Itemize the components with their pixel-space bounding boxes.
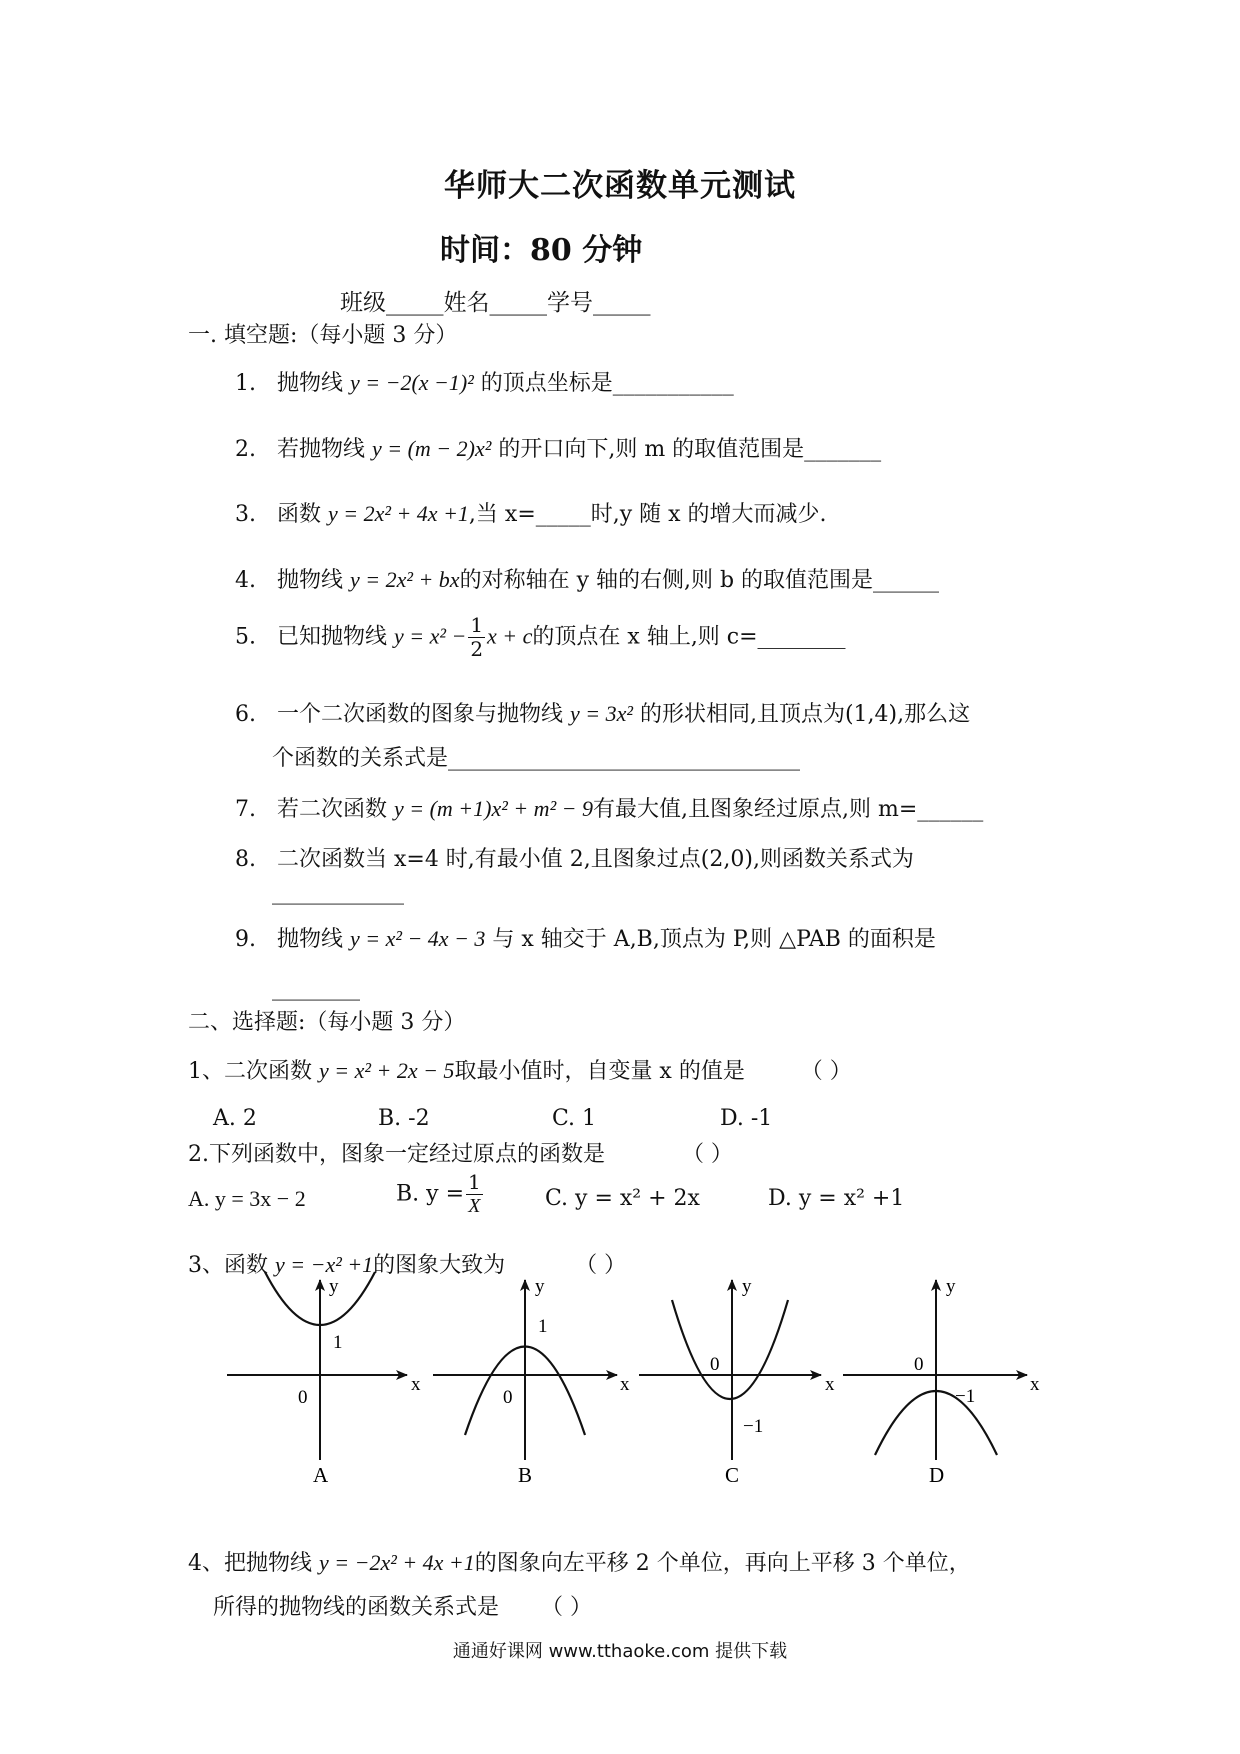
choice-2-option-c: C. y = x² + 2x xyxy=(545,1186,700,1211)
choice-question-2: 2.下列函数中，图象一定经过原点的函数是 （ ） xyxy=(188,1142,733,1167)
fill-question-1: 1. 抛物线 y = −2(x −1)² 的顶点坐标是___________ xyxy=(235,370,734,396)
answer-paren: （ ） xyxy=(540,1595,592,1620)
student-info-line: 班级_____姓名_____学号_____ xyxy=(340,290,651,316)
choice-1-option-a: A. 2 xyxy=(213,1106,257,1131)
exam-time: 时间：80 分钟 xyxy=(440,233,643,268)
choice-question-1: 1、二次函数 y = x² + 2x − 5取最小值时，自变量 x 的值是 （ ） xyxy=(188,1058,852,1084)
fill-question-9: 9. 抛物线 y = x² − 4x − 3 与 x 轴交于 A,B,顶点为 P,则 △PAB 的面积是 xyxy=(235,926,936,952)
graph-d-mark: −1 xyxy=(955,1386,976,1407)
footer-source: 通通好课网 www.tthaoke.com 提供下载 xyxy=(452,1641,788,1662)
choice-1-option-c: C. 1 xyxy=(552,1106,597,1131)
fill-question-6-line2: 个函数的关系式是________________________________ xyxy=(272,746,801,771)
fill-question-6: 6. 一个二次函数的图象与抛物线 y = 3x² 的形状相同,且顶点为(1,4),那么这 xyxy=(235,701,971,727)
graph-a-x-label: x xyxy=(411,1374,421,1395)
graph-a-y-label: y xyxy=(329,1276,339,1297)
graph-b-x-label: x xyxy=(620,1374,630,1395)
graph-d-origin: 0 xyxy=(914,1354,924,1375)
fill-question-8-line2: ____________ xyxy=(272,880,404,905)
graph-b-label: B xyxy=(518,1463,533,1487)
fill-question-7: 7. 若二次函数 y = (m +1)x² + m² − 9有最大值,且图象经过原点,则 m=______ xyxy=(235,796,984,822)
choice-question-4: 4、把抛物线 y = −2x² + 4x +1的图象向左平移 2 个单位，再向上平移 3 个单位， xyxy=(188,1550,971,1576)
fill-question-9-line2: ________ xyxy=(272,976,360,1001)
graph-c-origin: 0 xyxy=(710,1354,720,1375)
graph-c-mark: −1 xyxy=(743,1416,764,1437)
fraction: $\frac{1}{X}$ xyxy=(468,1170,481,1217)
graph-b-y-label: y xyxy=(535,1276,545,1297)
graph-a-origin: 0 xyxy=(298,1387,308,1408)
fill-question-2: 2. 若抛物线 y = (m − 2)x² 的开口向下,则 m 的取值范围是_______ xyxy=(235,436,882,462)
choice-2-option-b: B. y = $\frac{1}{X}$ xyxy=(396,1170,481,1217)
graph-a-label: A xyxy=(313,1463,329,1487)
graph-b xyxy=(433,1276,630,1487)
answer-paren: （ ） xyxy=(681,1142,733,1167)
choice-question-4-line2: 所得的抛物线的函数关系式是 （ ） xyxy=(213,1595,592,1620)
graph-a-mark: 1 xyxy=(333,1332,343,1353)
fraction: $\frac{1}{2}$ xyxy=(470,613,484,661)
answer-paren: （ ） xyxy=(575,1253,627,1278)
choice-1-option-b: B. -2 xyxy=(378,1106,430,1131)
fill-question-4: 4. 抛物线 y = 2x² + bx的对称轴在 y 轴的右侧,则 b 的取值范围是______ xyxy=(235,567,940,593)
fill-question-3: 3. 函数 y = 2x² + 4x +1,当 x=_____时,y 随 x 的增大而减少. xyxy=(235,501,827,527)
graph-d-x-label: x xyxy=(1030,1374,1040,1395)
graph-d-y-label: y xyxy=(946,1276,956,1297)
choice-1-option-d: D. -1 xyxy=(720,1106,773,1131)
choice-question-3: 3、函数 y = −x² +1的图象大致为 （ ） xyxy=(188,1252,627,1278)
section1-heading: 一. 填空题:（每小题 3 分） xyxy=(188,323,458,348)
graph-c-x-label: x xyxy=(825,1374,835,1395)
graph-c xyxy=(639,1276,835,1487)
graph-c-y-label: y xyxy=(742,1276,752,1297)
graph-d xyxy=(843,1276,1040,1487)
graph-b-mark: 1 xyxy=(538,1316,548,1337)
fill-question-8: 8. 二次函数当 x=4 时,有最小值 2,且图象过点(2,0),则函数关系式为 xyxy=(235,847,914,872)
graph-a xyxy=(227,1272,421,1487)
choice-2-option-a: A. y = 3x − 2 xyxy=(188,1186,306,1211)
graph-c-label: C xyxy=(725,1463,740,1487)
section2-heading: 二、选择题:（每小题 3 分） xyxy=(188,1010,466,1035)
page-title: 华师大二次函数单元测试 xyxy=(444,168,796,204)
graph-b-origin: 0 xyxy=(503,1387,513,1408)
graph-options xyxy=(215,1270,1075,1515)
choice-2-option-d: D. y = x² +1 xyxy=(768,1186,905,1211)
graph-d-label: D xyxy=(929,1463,945,1487)
fill-question-5: 5. 已知抛物线 y = x² − $\frac{1}{2}$ x + c的顶点在 x 轴上,则 c=________ xyxy=(235,613,846,661)
answer-paren: （ ） xyxy=(800,1059,852,1084)
